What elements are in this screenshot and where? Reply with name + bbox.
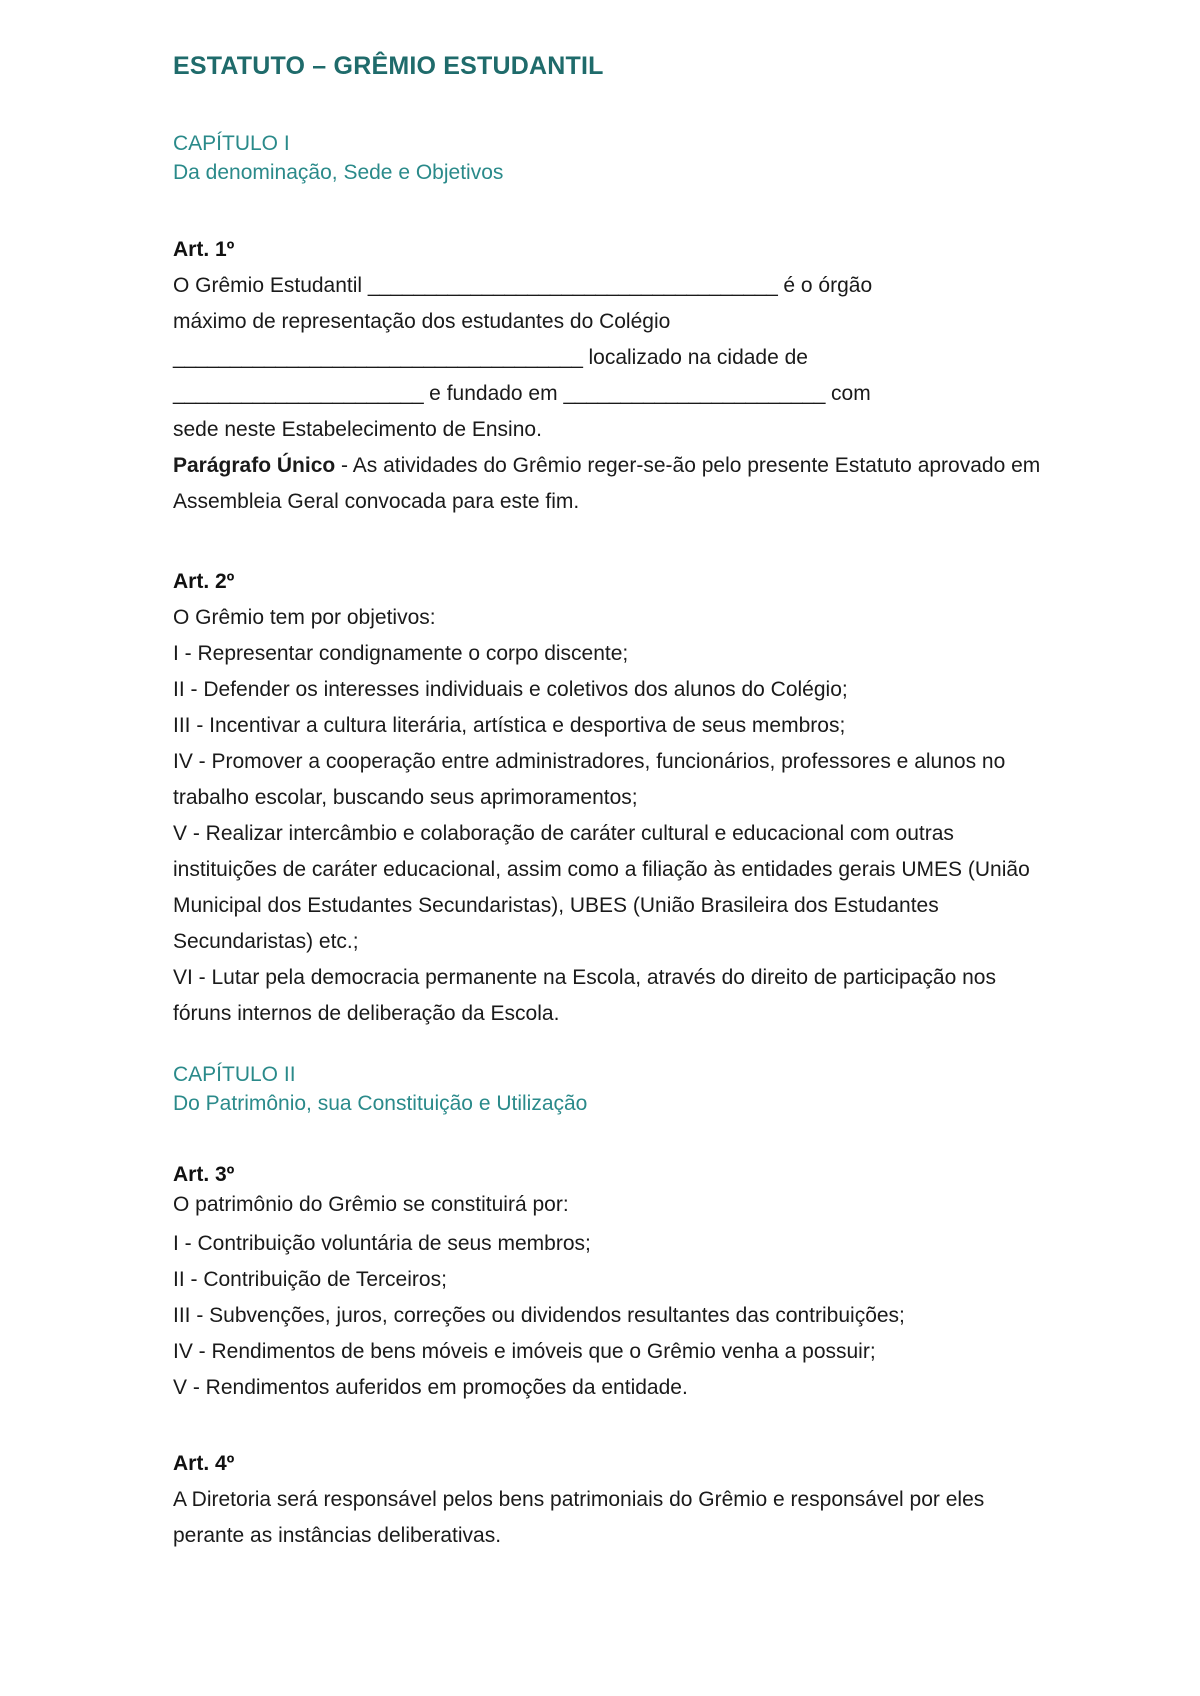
article-4 <box>173 1446 1053 1554</box>
text: localizado na cidade de <box>582 346 808 369</box>
article-4-body <box>173 1482 1053 1554</box>
chapter-1-number: CAPÍTULO I <box>173 132 290 155</box>
article-1-line-4 <box>173 376 1053 412</box>
chapter-2-number: CAPÍTULO II <box>173 1063 296 1086</box>
document-title: ESTATUTO – GRÊMIO ESTUDANTIL <box>173 52 604 80</box>
list-item: III - Incentivar a cultura literária, artística e desportiva de seus membros; <box>173 714 846 737</box>
article-1 <box>173 232 1053 520</box>
article-3-lead: O patrimônio do Grêmio se constituirá por: <box>173 1193 569 1216</box>
article-3-title: Art. 3º <box>173 1163 235 1186</box>
blank-field: ____________________________________ <box>367 274 778 297</box>
text: com <box>825 382 871 405</box>
blank-field: _______________________ <box>563 382 826 405</box>
article-2-items <box>173 636 1053 1032</box>
list-item: IV - Promover a cooperação entre administradores, funcionários, professores e alunos no trabalho escolar, buscando seus aprimoramentos; <box>173 750 1006 809</box>
blank-field: ____________________________________ <box>173 346 583 369</box>
list-item: I - Representar condignamente o corpo discente; <box>173 642 629 665</box>
paragraph-text: - As atividades do Grêmio reger-se-ão pelo presente Estatuto aprovado em Assembleia Geral convocada para este fim. <box>173 454 1041 513</box>
article-4-title: Art. 4º <box>173 1452 235 1475</box>
list-item: III - Subvenções, juros, correções ou dividendos resultantes das contribuições; <box>173 1304 905 1327</box>
article-1-body <box>173 268 1053 520</box>
chapter-2-heading <box>173 1060 587 1118</box>
article-1-paragraph <box>173 448 1053 520</box>
chapter-2-title: Do Patrimônio, sua Constituição e Utilização <box>173 1092 588 1115</box>
blank-field: ______________________ <box>173 382 424 405</box>
text: e fundado em <box>423 382 564 405</box>
article-1-line-3 <box>173 340 1053 376</box>
list-item: V - Realizar intercâmbio e colaboração de caráter cultural e educacional com outras instituições de caráter educacional, assim como a filiação às entidades gerais UMES (União Municipal dos Estudantes Secundaristas), UBES (União Brasileira dos Estudantes Secundaristas) etc.; <box>173 822 1030 953</box>
article-1-line-5: sede neste Estabelecimento de Ensino. <box>173 418 542 441</box>
article-2-title: Art. 2º <box>173 570 235 593</box>
list-item: V - Rendimentos auferidos em promoções da entidade. <box>173 1376 688 1399</box>
text: é o órgão <box>777 274 873 297</box>
list-item: I - Contribuição voluntária de seus membros; <box>173 1232 591 1255</box>
chapter-1-title: Da denominação, Sede e Objetivos <box>173 161 504 184</box>
list-item: VI - Lutar pela democracia permanente na Escola, através do direito de participação nos fóruns internos de deliberação da Escola. <box>173 966 996 1025</box>
list-item: II - Defender os interesses individuais e coletivos dos alunos do Colégio; <box>173 678 848 701</box>
article-2-body <box>173 600 1053 1032</box>
text: O Grêmio Estudantil <box>173 274 368 297</box>
article-1-title: Art. 1º <box>173 238 235 261</box>
article-3-body <box>173 1190 1053 1406</box>
chapter-1-heading <box>173 129 503 187</box>
article-4-text: A Diretoria será responsável pelos bens patrimoniais do Grêmio e responsável por eles perante as instâncias deliberativas. <box>173 1488 985 1547</box>
list-item: II - Contribuição de Terceiros; <box>173 1268 447 1291</box>
article-1-line-2: máximo de representação dos estudantes do Colégio <box>173 310 671 333</box>
list-item: IV - Rendimentos de bens móveis e imóveis que o Grêmio venha a possuir; <box>173 1340 876 1363</box>
paragraph-label: Parágrafo Único <box>173 454 336 477</box>
article-3 <box>173 1160 1053 1406</box>
article-2 <box>173 564 1053 1032</box>
article-1-line-1 <box>173 268 1053 304</box>
article-3-items <box>173 1226 1053 1406</box>
article-2-lead: O Grêmio tem por objetivos: <box>173 606 436 629</box>
